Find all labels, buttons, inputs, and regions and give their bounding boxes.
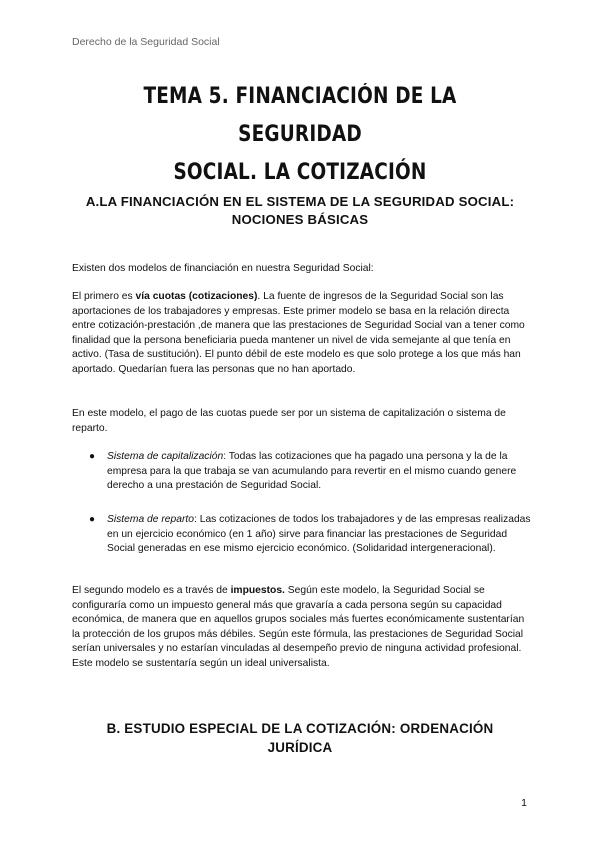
page-title-line-2: SOCIAL. LA COTIZACIÓN xyxy=(173,160,427,185)
section-b-heading-line-2: JURÍDICA xyxy=(267,740,333,755)
section-b-heading-line-1: B. ESTUDIO ESPECIAL DE LA COTIZACIÓN: ORDENACIÓN xyxy=(106,721,494,736)
bullet-term: Sistema de reparto xyxy=(107,514,194,525)
first-model-bold-term: vía cuotas (cotizaciones) xyxy=(135,291,258,302)
bullet-item-capitalizacion xyxy=(89,450,537,494)
section-a-heading xyxy=(60,193,540,229)
second-model-prefix: El segundo modelo es a través de xyxy=(72,585,231,596)
page-title xyxy=(98,78,501,192)
payment-systems-paragraph xyxy=(72,407,534,436)
bullet-text: : Las cotizaciones de todos los trabajadores y de las empresas realizadas en un ejercicio económico (en 1 año) sirve para financiar las prestaciones de Seguridad Social generadas en ese mismo ejercicio económico. (Solidaridad intergeneracional). xyxy=(107,514,531,555)
bullet-text: : Todas las cotizaciones que ha pagado una persona y la de la empresa para la que trabaja se van acumulando para revertir en el mismo cuando genere derecho a una prestación de Seguridad Social. xyxy=(107,451,517,492)
intro-text: Existen dos modelos de financiación en nuestra Seguridad Social: xyxy=(72,263,374,274)
section-a-heading-line-2: NOCIONES BÁSICAS xyxy=(231,212,369,227)
page-title-line-1: TEMA 5. FINANCIACIÓN DE LA SEGURIDAD xyxy=(143,84,457,147)
bullet-item-reparto xyxy=(89,513,537,557)
section-b-heading xyxy=(60,719,540,757)
bullet-term: Sistema de capitalización xyxy=(107,451,224,462)
first-model-text: . La fuente de ingresos de la Seguridad Social son las aportaciones de los trabajadores y empresas. Este primer modelo se basa en la relación directa entre cotización-prestación ,de manera que las prestaciones de Seguridad Social van a tener como finalidad que la persona beneficiaria pueda mantener un nivel de vida semejante al que tenía en activo. (Tasa de sustitución). El punto débil de este modelo es que solo protege a los que más han aportado. Quedarían fuera las personas que no han aportado. xyxy=(72,291,525,375)
first-model-prefix: El primero es xyxy=(72,291,136,302)
second-model-text: Según este modelo, la Seguridad Social se configuraría como un impuesto general más que gravaría a cada persona según su capacidad económica, de manera que en aquellos grupos sociales más fuertes económicamente sustentarían la protección de los grupos más débiles. Según este fórmula, las prestaciones de Seguridad Social serían universales y no estarían vinculadas al desempeño previo de ninguna actividad profesional. Este modelo se sustentaría según un ideal universalista. xyxy=(72,585,525,669)
second-model-bold-term: impuestos. xyxy=(230,585,285,596)
page-number: 1 xyxy=(521,797,527,809)
running-header: Derecho de la Seguridad Social xyxy=(72,36,220,48)
payment-systems-text: En este modelo, el pago de las cuotas puede ser por un sistema de capitalización o sistema de reparto. xyxy=(72,408,506,434)
first-model-paragraph xyxy=(72,290,534,378)
section-a-heading-line-1: A.LA FINANCIACIÓN EN EL SISTEMA DE LA SEGURIDAD SOCIAL: xyxy=(85,194,515,209)
bullet-icon: ● xyxy=(89,514,96,525)
intro-paragraph xyxy=(72,262,534,277)
second-model-paragraph xyxy=(72,584,534,672)
bullet-icon: ● xyxy=(89,451,96,462)
